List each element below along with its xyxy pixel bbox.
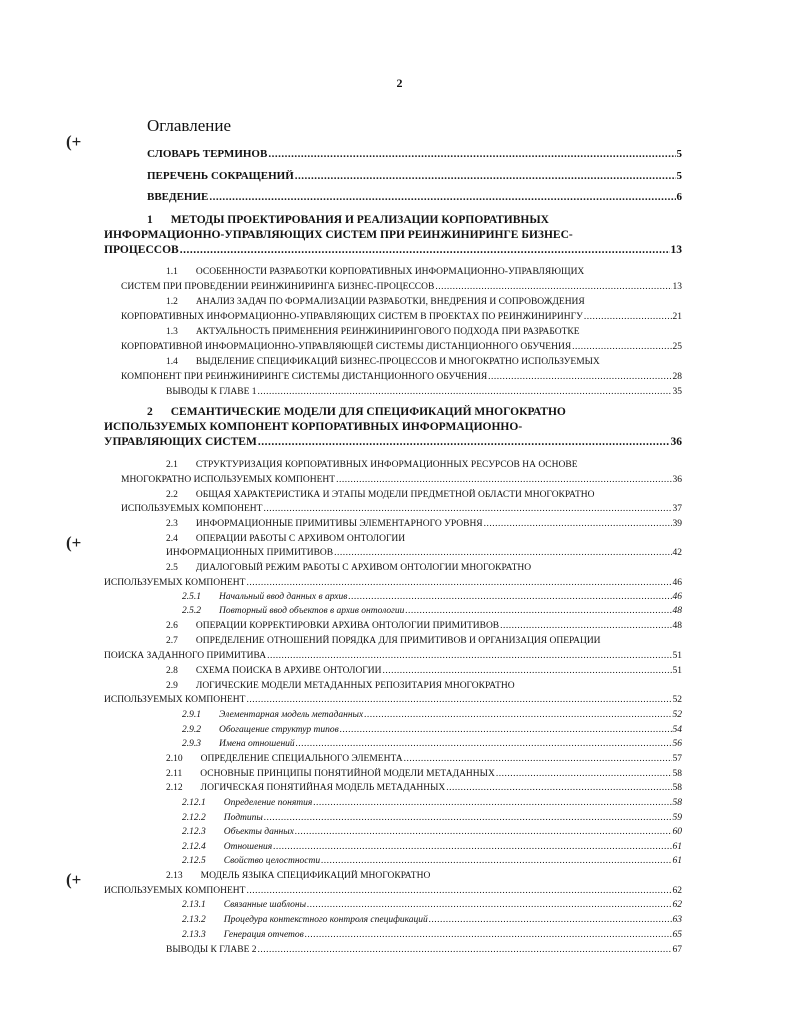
section-title: ВЫДЕЛЕНИЕ СПЕЦИФИКАЦИЙ БИЗНЕС-ПРОЦЕССОВ И МНОГОКРАТНО ИСПОЛЬЗУЕМЫХ bbox=[195, 357, 600, 367]
entry-page: 61 bbox=[672, 856, 682, 866]
entry-page: 39 bbox=[672, 519, 682, 529]
entry-page: 21 bbox=[672, 312, 682, 322]
section-2-12-1[interactable] bbox=[182, 796, 682, 810]
section-2-1-pageline[interactable] bbox=[121, 473, 682, 487]
entry-page: 65 bbox=[672, 930, 682, 940]
section-title: МОДЕЛЬ ЯЗЫКА СПЕЦИФИКАЦИЙ МНОГОКРАТНО bbox=[200, 871, 431, 881]
entry-page: 67 bbox=[672, 945, 682, 955]
section-title: ОПЕРАЦИИ РАБОТЫ С АРХИВОМ ОНТОЛОГИИ bbox=[195, 534, 406, 544]
section-title: Элементарная модель метаданных bbox=[219, 710, 364, 720]
entry-text: ВЫВОДЫ К ГЛАВЕ 2 bbox=[166, 945, 257, 955]
entry-page: 5 bbox=[676, 148, 682, 160]
section-title: ОПРЕДЕЛЕНИЕ ОТНОШЕНИЙ ПОРЯДКА ДЛЯ ПРИМИТИВОВ И ОРГАНИЗАЦИЯ ОПЕРАЦИИ bbox=[195, 636, 601, 646]
section-number: 1.2 bbox=[166, 297, 178, 307]
section-title: ОСНОВНЫЕ ПРИНЦИПЫ ПОНЯТИЙНОЙ МОДЕЛИ МЕТАДАННЫХ bbox=[200, 769, 495, 779]
section-title: Начальный ввод данных в архив bbox=[219, 592, 348, 602]
entry-page: 25 bbox=[672, 342, 682, 352]
entry-page: 13 bbox=[672, 282, 682, 292]
section-1-3-pageline[interactable] bbox=[121, 340, 682, 354]
section-title-cont: ИНФОРМАЦИОННЫХ ПРИМИТИВОВ bbox=[166, 548, 334, 558]
entry-page: 5 bbox=[676, 170, 682, 182]
section-title: ОПРЕДЕЛЕНИЕ СПЕЦИАЛЬНОГО ЭЛЕМЕНТА bbox=[200, 754, 403, 764]
entry-page: 54 bbox=[672, 725, 682, 735]
entry-page: 36 bbox=[670, 436, 682, 448]
section-title: Свойство целостности bbox=[223, 856, 321, 866]
margin-mark: (+ bbox=[66, 533, 82, 552]
section-1-2-pageline[interactable] bbox=[121, 310, 682, 324]
section-title: Имена отношений bbox=[219, 739, 295, 749]
section-title: ИНФОРМАЦИОННЫЕ ПРИМИТИВЫ ЭЛЕМЕНТАРНОГО УРОВНЯ bbox=[195, 519, 483, 529]
entry-page: 48 bbox=[672, 606, 682, 616]
section-2-12-4[interactable] bbox=[182, 840, 682, 854]
section-title: Определение понятия bbox=[223, 798, 313, 808]
section-1-1-pageline[interactable] bbox=[121, 280, 682, 294]
chapter-1-conclusion[interactable] bbox=[166, 385, 682, 399]
section-2-11[interactable] bbox=[166, 767, 682, 781]
section-2-10[interactable] bbox=[166, 752, 682, 766]
toc-entry-glossary[interactable] bbox=[147, 147, 682, 161]
entry-page: 52 bbox=[672, 710, 682, 720]
entry-page: 36 bbox=[672, 475, 682, 485]
section-2-4-pageline[interactable] bbox=[166, 546, 682, 560]
entry-text: СЛОВАРЬ ТЕРМИНОВ bbox=[147, 148, 268, 160]
entry-page: 42 bbox=[672, 548, 682, 558]
section-title: Процедура контекстного контроля спецификаций bbox=[223, 915, 428, 925]
section-2-6[interactable] bbox=[166, 619, 682, 633]
chapter-title-line2: ИНФОРМАЦИОННО-УПРАВЛЯЮЩИХ СИСТЕМ ПРИ РЕИНЖИНИРИНГЕ БИЗНЕС- bbox=[104, 229, 573, 241]
page-number: 2 bbox=[396, 76, 403, 90]
section-number: 2.6 bbox=[166, 621, 178, 631]
section-number: 1.1 bbox=[166, 267, 178, 277]
section-2-7-pageline[interactable] bbox=[104, 649, 682, 663]
section-number: 2.12.1 bbox=[182, 798, 206, 808]
entry-page: 46 bbox=[672, 592, 682, 602]
section-title-cont: ПОИСКА ЗАДАННОГО ПРИМИТИВА bbox=[104, 651, 267, 661]
section-number: 2.5.1 bbox=[182, 592, 201, 602]
section-2-7[interactable] bbox=[166, 634, 601, 648]
entry-page: 56 bbox=[672, 739, 682, 749]
chapter-2-heading[interactable] bbox=[147, 405, 566, 419]
section-2-12[interactable] bbox=[166, 781, 682, 795]
entry-page: 6 bbox=[676, 191, 682, 203]
section-title-cont: КОМПОНЕНТ ПРИ РЕИНЖИНИРИНГЕ СИСТЕМЫ ДИСТАНЦИОННОГО ОБУЧЕНИЯ bbox=[121, 372, 488, 382]
section-2-2-pageline[interactable] bbox=[121, 502, 682, 516]
toc-title: Оглавление bbox=[147, 116, 231, 135]
section-number: 2.12.4 bbox=[182, 842, 206, 852]
section-number: 2.7 bbox=[166, 636, 178, 646]
section-title: Объекты данных bbox=[223, 827, 294, 837]
section-title-cont: МНОГОКРАТНО ИСПОЛЬЗУЕМЫХ КОМПОНЕНТ bbox=[121, 475, 336, 485]
chapter-title-line3: ПРОЦЕССОВ bbox=[104, 244, 179, 256]
entry-page: 35 bbox=[672, 387, 682, 397]
section-title: Повторный ввод объектов в архив онтологии bbox=[219, 606, 405, 616]
section-2-9-pageline[interactable] bbox=[104, 693, 682, 707]
section-1-2[interactable] bbox=[166, 295, 585, 309]
section-number: 2.12.5 bbox=[182, 856, 206, 866]
entry-page: 63 bbox=[672, 915, 682, 925]
entry-page: 58 bbox=[672, 783, 682, 793]
section-number: 2.13 bbox=[166, 871, 183, 881]
entry-page: 62 bbox=[672, 900, 682, 910]
section-title: Связанные шаблоны bbox=[223, 900, 307, 910]
entry-page: 61 bbox=[672, 842, 682, 852]
entry-page: 28 bbox=[672, 372, 682, 382]
section-number: 2.13.3 bbox=[182, 930, 206, 940]
section-title: ЛОГИЧЕСКАЯ ПОНЯТИЙНАЯ МОДЕЛЬ МЕТАДАННЫХ bbox=[200, 783, 446, 793]
section-2-13-3[interactable] bbox=[182, 928, 682, 942]
section-title: Отношения bbox=[223, 842, 273, 852]
section-number: 2.9 bbox=[166, 681, 178, 691]
section-title-cont: ИСПОЛЬЗУЕМЫХ КОМПОНЕНТ bbox=[104, 695, 246, 705]
section-2-9-1[interactable] bbox=[182, 708, 682, 722]
entry-page: 62 bbox=[672, 886, 682, 896]
toc-entry-introduction[interactable] bbox=[147, 190, 682, 204]
section-title: АНАЛИЗ ЗАДАЧ ПО ФОРМАЛИЗАЦИИ РАЗРАБОТКИ, ВНЕДРЕНИЯ И СОПРОВОЖДЕНИЯ bbox=[195, 297, 585, 307]
entry-page: 57 bbox=[672, 754, 682, 764]
entry-page: 37 bbox=[672, 504, 682, 514]
chapter-title-line3: УПРАВЛЯЮЩИХ СИСТЕМ bbox=[104, 436, 257, 448]
section-number: 2.9.3 bbox=[182, 739, 201, 749]
entry-page: 58 bbox=[672, 798, 682, 808]
section-2-13-pageline[interactable] bbox=[104, 884, 682, 898]
section-number: 2.4 bbox=[166, 534, 178, 544]
entry-page: 51 bbox=[672, 651, 682, 661]
section-title: АКТУАЛЬНОСТЬ ПРИМЕНЕНИЯ РЕИНЖИНИРИНГОВОГО ПОДХОДА ПРИ РАЗРАБОТКЕ bbox=[195, 327, 580, 337]
section-title: Генерация отчетов bbox=[223, 930, 304, 940]
chapter-number: 1 bbox=[147, 214, 153, 226]
section-2-9-2[interactable] bbox=[182, 723, 682, 737]
section-title-cont: КОРПОРАТИВНОЙ ИНФОРМАЦИОННО-УПРАВЛЯЮЩЕЙ СИСТЕМЫ ДИСТАНЦИОННОГО ОБУЧЕНИЯ bbox=[121, 342, 572, 352]
section-2-12-5[interactable] bbox=[182, 854, 682, 868]
section-2-9[interactable] bbox=[166, 679, 515, 693]
section-number: 1.4 bbox=[166, 357, 178, 367]
section-2-13[interactable] bbox=[166, 869, 430, 883]
margin-mark: (+ bbox=[66, 132, 82, 151]
entry-page: 48 bbox=[672, 621, 682, 631]
section-number: 2.5 bbox=[166, 563, 178, 573]
section-number: 2.13.1 bbox=[182, 900, 206, 910]
section-number: 2.9.2 bbox=[182, 725, 201, 735]
entry-text: ВВЕДЕНИЕ bbox=[147, 191, 209, 203]
section-number: 2.3 bbox=[166, 519, 178, 529]
section-2-3[interactable] bbox=[166, 517, 682, 531]
section-title: ДИАЛОГОВЫЙ РЕЖИМ РАБОТЫ С АРХИВОМ ОНТОЛОГИИ МНОГОКРАТНО bbox=[195, 563, 532, 573]
section-1-4-pageline[interactable] bbox=[121, 370, 682, 384]
section-number: 2.12 bbox=[166, 783, 183, 793]
section-number: 2.12.3 bbox=[182, 827, 206, 837]
section-2-2[interactable] bbox=[166, 488, 595, 502]
entry-page: 13 bbox=[670, 244, 682, 256]
section-number: 2.1 bbox=[166, 460, 178, 470]
section-2-8[interactable] bbox=[166, 664, 682, 678]
entry-page: 52 bbox=[672, 695, 682, 705]
section-2-13-2[interactable] bbox=[182, 913, 682, 927]
chapter-number: 2 bbox=[147, 406, 153, 418]
section-number: 2.13.2 bbox=[182, 915, 206, 925]
section-title-cont: СИСТЕМ ПРИ ПРОВЕДЕНИИ РЕИНЖИНИРИНГА БИЗНЕС-ПРОЦЕССОВ bbox=[121, 282, 435, 292]
section-2-12-3[interactable] bbox=[182, 825, 682, 839]
section-number: 2.9.1 bbox=[182, 710, 201, 720]
section-number: 2.12.2 bbox=[182, 813, 206, 823]
section-2-4[interactable] bbox=[166, 532, 405, 546]
section-title-cont: КОРПОРАТИВНЫХ ИНФОРМАЦИОННО-УПРАВЛЯЮЩИХ СИСТЕМ В ПРОЕКТАХ ПО РЕИНЖИНИРИНГУ bbox=[121, 312, 583, 322]
section-title-cont: ИСПОЛЬЗУЕМЫХ КОМПОНЕНТ bbox=[104, 578, 246, 588]
entry-page: 51 bbox=[672, 666, 682, 676]
section-title-cont: ИСПОЛЬЗУЕМЫХ КОМПОНЕНТ bbox=[121, 504, 263, 514]
section-2-12-2[interactable] bbox=[182, 811, 682, 825]
section-number: 2.2 bbox=[166, 490, 178, 500]
chapter-1-pageline[interactable] bbox=[104, 243, 682, 257]
chapter-1-heading[interactable] bbox=[147, 213, 549, 227]
entry-text: ПЕРЕЧЕНЬ СОКРАЩЕНИЙ bbox=[147, 170, 294, 182]
entry-page: 59 bbox=[672, 813, 682, 823]
section-1-3[interactable] bbox=[166, 325, 580, 339]
section-title: ОБЩАЯ ХАРАКТЕРИСТИКА И ЭТАПЫ МОДЕЛИ ПРЕДМЕТНОЙ ОБЛАСТИ МНОГОКРАТНО bbox=[195, 490, 595, 500]
section-number: 2.10 bbox=[166, 754, 183, 764]
section-2-5-1[interactable] bbox=[182, 590, 682, 604]
section-number: 1.3 bbox=[166, 327, 178, 337]
section-title: ЛОГИЧЕСКИЕ МОДЕЛИ МЕТАДАННЫХ РЕПОЗИТАРИЯ МНОГОКРАТНО bbox=[195, 681, 515, 691]
entry-page: 46 bbox=[672, 578, 682, 588]
toc-entry-abbreviations[interactable] bbox=[147, 169, 682, 183]
section-2-5[interactable] bbox=[166, 561, 531, 575]
section-1-1[interactable] bbox=[166, 265, 584, 279]
section-2-1[interactable] bbox=[166, 458, 578, 472]
section-number: 2.11 bbox=[166, 769, 183, 779]
section-2-5-2[interactable] bbox=[182, 604, 682, 618]
section-number: 2.8 bbox=[166, 666, 178, 676]
section-title-cont: ИСПОЛЬЗУЕМЫХ КОМПОНЕНТ bbox=[104, 886, 246, 896]
chapter-title-line2: ИСПОЛЬЗУЕМЫХ КОМПОНЕНТ КОРПОРАТИВНЫХ ИНФОРМАЦИОННО- bbox=[104, 421, 523, 433]
chapter-2-pageline[interactable] bbox=[104, 435, 682, 449]
section-title: Обогащение структур типов bbox=[219, 725, 339, 735]
entry-page: 58 bbox=[672, 769, 682, 779]
entry-page: 60 bbox=[672, 827, 682, 837]
section-title: СХЕМА ПОИСКА В АРХИВЕ ОНТОЛОГИИ bbox=[195, 666, 382, 676]
chapter-title-line1: МЕТОДЫ ПРОЕКТИРОВАНИЯ И РЕАЛИЗАЦИИ КОРПОРАТИВНЫХ bbox=[170, 214, 549, 226]
margin-mark: (+ bbox=[66, 870, 82, 889]
section-2-9-3[interactable] bbox=[182, 737, 682, 751]
section-title: СТРУКТУРИЗАЦИЯ КОРПОРАТИВНЫХ ИНФОРМАЦИОННЫХ РЕСУРСОВ НА ОСНОВЕ bbox=[195, 460, 578, 470]
chapter-2-conclusion[interactable] bbox=[166, 943, 682, 957]
section-title: ОПЕРАЦИИ КОРРЕКТИРОВКИ АРХИВА ОНТОЛОГИИ ПРИМИТИВОВ bbox=[195, 621, 500, 631]
section-title: ОСОБЕННОСТИ РАЗРАБОТКИ КОРПОРАТИВНЫХ ИНФОРМАЦИОННО-УПРАВЛЯЮЩИХ bbox=[195, 267, 585, 277]
entry-text: ВЫВОДЫ К ГЛАВЕ 1 bbox=[166, 387, 257, 397]
section-2-13-1[interactable] bbox=[182, 898, 682, 912]
section-number: 2.5.2 bbox=[182, 606, 201, 616]
section-2-5-pageline[interactable] bbox=[104, 576, 682, 590]
section-1-4[interactable] bbox=[166, 355, 600, 369]
chapter-title-line1: СЕМАНТИЧЕСКИЕ МОДЕЛИ ДЛЯ СПЕЦИФИКАЦИЙ МНОГОКРАТНО bbox=[170, 406, 566, 418]
section-title: Подтипы bbox=[223, 813, 263, 823]
